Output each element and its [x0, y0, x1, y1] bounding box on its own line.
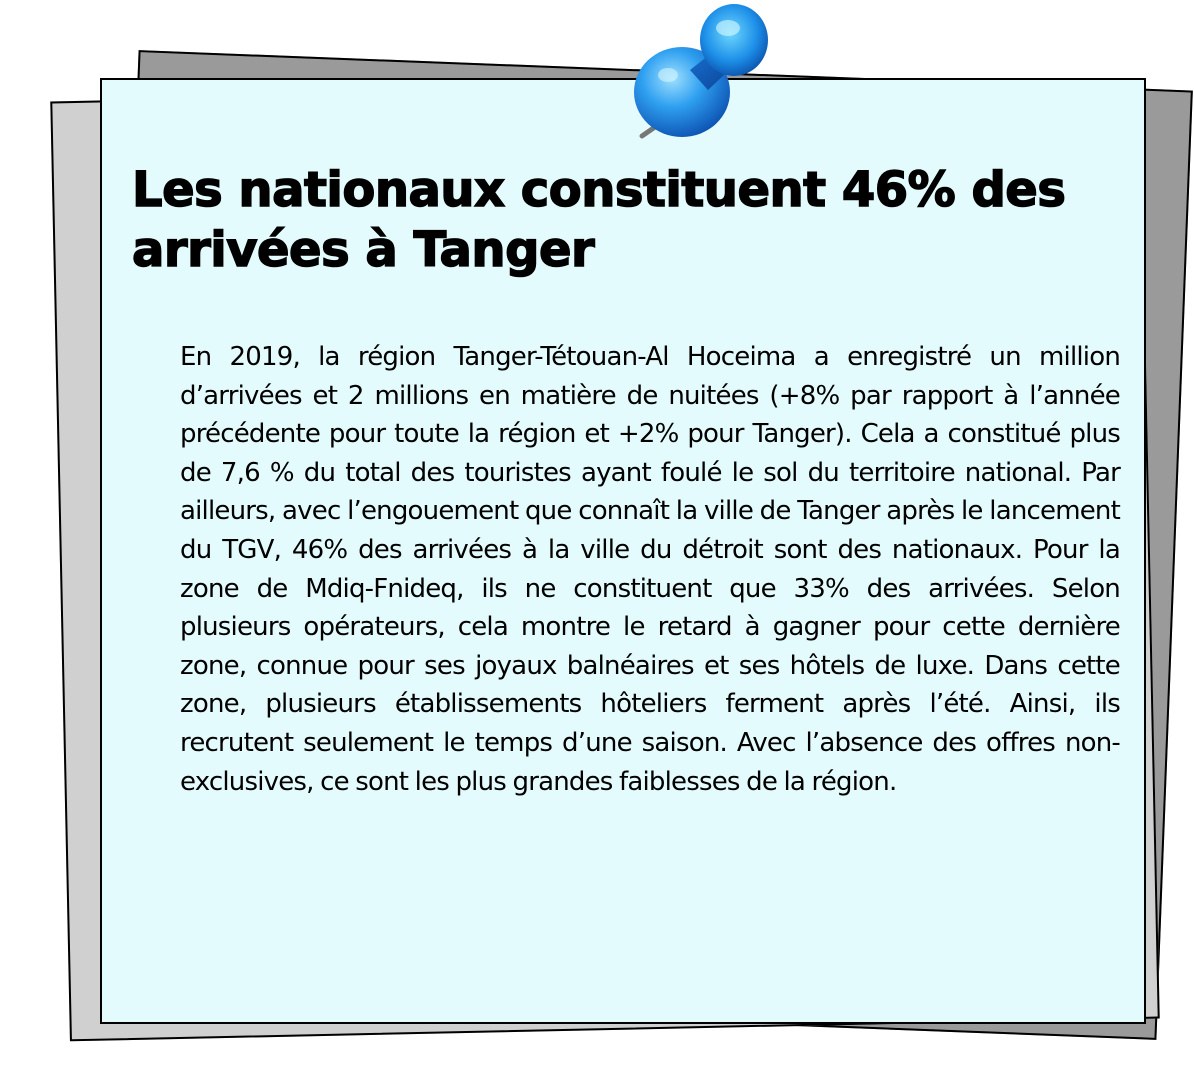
sticky-note — [100, 78, 1146, 1024]
pushpin-icon — [620, 0, 780, 145]
article-title: Les nationaux constituent 46% des arrivées à Tanger — [132, 162, 1066, 278]
article-body: En 2019, la région Tanger-Tétouan-Al Hoceima a enregistré un million d’arrivées et 2 millions en matière de nuitées (+8% par rapport à l’année précédente pour toute la région et +2% pour Tanger). Cela a constitué plus de 7,6 % du total des touristes ayant foulé le sol du territoire national. Par ailleurs, avec l’engouement que connaît la ville de Tanger après le lancement du TGV, 46% des arrivées à la ville du détroit sont des nationaux. Pour la zone de Mdiq-Fnideq, ils ne constituent que 33% des arrivées. Selon plusieurs opérateurs, cela montre le retard à gagner pour cette dernière zone, connue pour ses joyaux balnéaires et ses hôtels de luxe. Dans cette zone, plusieurs établissements hôteliers ferment après l’été. Ainsi, ils recrutent seulement le temps d’une saison. Avec l’absence des offres non-exclusives, ce sont les plus grandes faiblesses de la région. — [180, 342, 1120, 797]
